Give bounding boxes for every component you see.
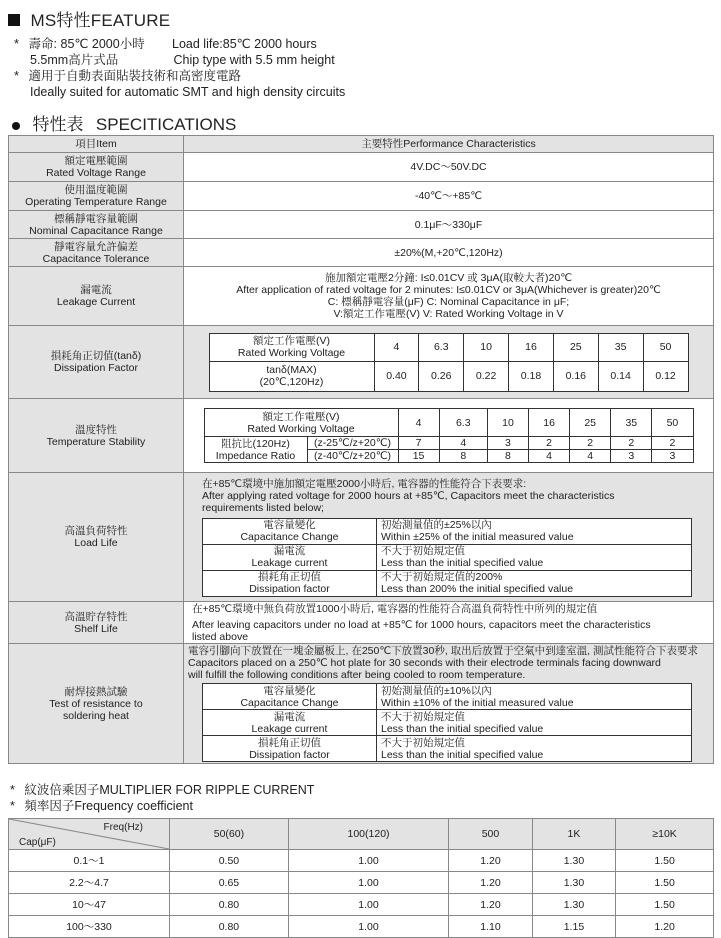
shelf-life-line-2: After leaving capacitors under no load at +85℃ for 1000 hours, capacitors meet the characteristics (192, 618, 651, 631)
ripple-cap: 10～47 (9, 894, 170, 916)
ripple-table (8, 818, 714, 938)
temp-range-zh: 使用溫度範圍 (64, 184, 128, 196)
ts-cell: 2 (611, 437, 652, 450)
tan-cell: 0.14 (598, 361, 643, 391)
dissipation-voltage-label (209, 333, 374, 361)
solder-heat-line-2: Capacitors placed on a 250℃ hot plate for 30 seconds with their electrode terminals facing downward (188, 657, 661, 669)
ts-voltage-cell: 6.3 (439, 409, 487, 437)
ts-cell: 8 (487, 450, 528, 463)
spec-title-zh: 特性表 (32, 115, 84, 134)
shelf-life-line-3: listed above (192, 630, 249, 643)
temp-range-label (9, 182, 184, 211)
impedance-zh: 阻抗比(120Hz) (221, 437, 290, 450)
feature-line-3-zh: 適用于自動表面貼裝技術和高密度電路 (28, 69, 242, 83)
feature-line-4-text: Ideally suited for automatic SMT and high density circuits (30, 85, 346, 99)
ripple-cell: 1.00 (288, 850, 448, 872)
ts-cell: 4 (439, 437, 487, 450)
ts-cell: 15 (398, 450, 439, 463)
leakage-label (9, 267, 184, 326)
leakage-en: Leakage Current (56, 296, 136, 308)
ll-key-zh: 漏電流 (273, 545, 306, 557)
ripple-cell: 1.00 (288, 872, 448, 894)
sh-key-zh: 漏電流 (273, 710, 306, 723)
ll-key-zh: 電容量變化 (263, 519, 316, 531)
shelf-life-value (184, 602, 714, 644)
shelf-life-en: Shelf Life (74, 622, 118, 635)
sh-val-en: Within ±10% of the initial measured value (381, 696, 574, 709)
freq-header: 50(60) (170, 819, 289, 850)
freq-label: Freq(Hz) (103, 822, 143, 833)
ripple-row (9, 894, 714, 916)
sh-val-zh: 不大于初始規定值 (381, 736, 465, 749)
solder-heat-table (202, 683, 692, 762)
rated-voltage-en: Rated Voltage Range (46, 167, 146, 179)
dissipation-voltage-en: Rated Working Voltage (237, 347, 346, 359)
dissipation-label (9, 326, 184, 399)
feature-line-1 (14, 36, 704, 52)
temp-stability-value (184, 399, 714, 473)
shelf-life-zh: 高溫貯存特性 (64, 610, 128, 623)
ripple-cell: 1.30 (532, 894, 615, 916)
voltage-cell: 16 (509, 333, 554, 361)
solder-heat-en-2: soldering heat (63, 709, 129, 722)
ripple-title (10, 782, 314, 798)
ts-voltage-cell: 35 (611, 409, 652, 437)
dissipation-zh: 損耗角正切值(tanδ) (50, 350, 142, 362)
ts-cell: 2 (570, 437, 611, 450)
freq-header: 1K (532, 819, 615, 850)
tan-label-en: (20℃,120Hz) (259, 376, 324, 388)
ripple-cell: 1.20 (616, 916, 714, 938)
tan-label (209, 361, 374, 391)
cap-range-en: Nominal Capacitance Range (29, 224, 163, 237)
feature-line-2-en: Chip type with 5.5 mm height (173, 53, 335, 67)
ll-val-zh: 不大于初始規定值 (381, 545, 465, 557)
solder-heat-line-3: will fulfill the following conditions after being cooled to room temperature. (188, 669, 526, 681)
asterisk-icon: * (10, 783, 15, 797)
asterisk-icon: * (10, 799, 15, 813)
load-life-row (203, 570, 692, 596)
solder-heat-line-1: 電容引腳向下放置在一塊金屬板上, 在250℃下放置30秒, 取出后放置于空氣中到達室溫, 測試性能符合下表要求 (188, 645, 698, 657)
solder-heat-key (203, 736, 377, 762)
ts-voltage-cell: 50 (652, 409, 693, 437)
spec-title-en: SPECITICATIONS (95, 115, 237, 134)
voltage-cell: 35 (598, 333, 643, 361)
dissipation-tan-row (209, 361, 688, 391)
col-perf-header: 主要特性Performance Characteristics (184, 136, 714, 153)
ts-cell: 7 (398, 437, 439, 450)
dissipation-voltage-zh: 額定工作電壓(V) (253, 335, 330, 347)
voltage-cell: 4 (374, 333, 419, 361)
ripple-cell: 1.20 (449, 850, 532, 872)
feature-line-2-zh: 5.5mm高片式品 (30, 53, 119, 67)
ripple-cell: 1.50 (616, 894, 714, 916)
ts-row-1 (204, 437, 693, 450)
sh-val-en: Less than the initial specified value (381, 748, 544, 761)
load-life-row (203, 544, 692, 570)
round-bullet-icon (12, 122, 20, 130)
col-item-header: 項目Item (9, 136, 184, 153)
ll-val-en: Less than 200% the initial specified value (381, 583, 574, 595)
ripple-corner (9, 819, 169, 849)
ts-voltage-cell: 4 (398, 409, 439, 437)
leakage-line-3: C: 標稱靜電容量(μF) C: Nominal Capacitance in μF; (327, 296, 570, 308)
ripple-cell: 1.20 (449, 894, 532, 916)
rated-voltage-label (9, 153, 184, 182)
ripple-corner-cell (9, 819, 170, 850)
ts-cell: 8 (439, 450, 487, 463)
ts-cell: 2 (529, 437, 570, 450)
ts-voltage-cell: 25 (570, 409, 611, 437)
load-life-val (377, 570, 692, 596)
load-life-table (202, 518, 692, 597)
dissipation-value (184, 326, 714, 399)
row-temp-stability (9, 399, 714, 473)
solder-heat-zh: 耐焊接熱試驗 (64, 685, 128, 698)
load-life-val (377, 518, 692, 544)
tan-cell: 0.40 (374, 361, 419, 391)
temp-range-value: -40℃～+85℃ (184, 182, 714, 211)
load-life-en: Load Life (74, 537, 118, 549)
ll-val-zh: 初始測量值的±25%以內 (381, 519, 492, 531)
spec-table (8, 135, 714, 764)
leakage-line-2: After application of rated voltage for 2 minutes: I≤0.01CV or 3μA(Whichever is greater)20℃ (236, 284, 661, 296)
voltage-cell: 6.3 (419, 333, 464, 361)
feature-title: MS特性FEATURE (30, 11, 171, 30)
load-life-label (9, 473, 184, 602)
cap-range-value: 0.1μF～330μF (184, 211, 714, 239)
solder-heat-row (203, 684, 692, 710)
ts-voltage-row (204, 409, 693, 437)
ripple-cell: 0.80 (170, 916, 289, 938)
solder-heat-value (184, 644, 714, 764)
spec-header-row (9, 136, 714, 153)
sh-key-en: Dissipation factor (249, 748, 330, 761)
load-life-key (203, 518, 377, 544)
ts-cell: 4 (570, 450, 611, 463)
ll-key-en: Capacitance Change (240, 531, 339, 543)
sh-key-zh: 損耗角正切值 (258, 736, 321, 749)
ripple-subtitle-text: 頻率因子Frequency coefficient (24, 799, 193, 813)
sh-key-en: Capacitance Change (240, 696, 339, 709)
ripple-cell: 1.15 (532, 916, 615, 938)
tan-cell: 0.16 (553, 361, 598, 391)
freq-header: ≥10K (616, 819, 714, 850)
dissipation-en: Dissipation Factor (53, 362, 139, 374)
load-life-line-3: requirements listed below; (202, 501, 324, 514)
impedance-label (204, 437, 307, 463)
load-life-key (203, 570, 377, 596)
ts-cell: 4 (529, 450, 570, 463)
ripple-row (9, 850, 714, 872)
temp-stability-table (204, 408, 694, 463)
ll-val-en: Within ±25% of the initial measured value (381, 531, 574, 543)
ts-cell: 3 (652, 450, 693, 463)
ripple-cap: 0.1～1 (9, 850, 170, 872)
ripple-cap: 2.2～4.7 (9, 872, 170, 894)
ts-voltage-cell: 10 (487, 409, 528, 437)
solder-heat-val (377, 710, 692, 736)
tan-label-zh: tanδ(MAX) (266, 364, 317, 376)
solder-heat-key (203, 684, 377, 710)
asterisk-icon: * (14, 36, 20, 51)
voltage-cell: 50 (643, 333, 688, 361)
ts-voltage-zh: 額定工作電壓(V) (262, 410, 340, 423)
freq-header: 500 (449, 819, 532, 850)
sh-val-en: Less than the initial specified value (381, 722, 544, 735)
ts-cell: 2 (652, 437, 693, 450)
ll-val-zh: 不大于初始規定值的200% (381, 571, 503, 583)
row-load-life (9, 473, 714, 602)
ripple-cell: 0.50 (170, 850, 289, 872)
ll-key-en: Dissipation factor (249, 583, 330, 595)
solder-heat-row (203, 710, 692, 736)
asterisk-icon: * (14, 68, 20, 83)
temp-stability-label (9, 399, 184, 473)
load-life-val (377, 544, 692, 570)
solder-heat-label (9, 644, 184, 764)
feature-line-2 (14, 52, 704, 68)
ripple-cell: 1.30 (532, 850, 615, 872)
feature-header (8, 6, 170, 31)
solder-heat-val (377, 736, 692, 762)
cap-range-label (9, 211, 184, 239)
feature-list (14, 36, 704, 100)
ripple-row (9, 872, 714, 894)
row-rated-voltage (9, 153, 714, 182)
solder-heat-key (203, 710, 377, 736)
ripple-cell: 1.30 (532, 872, 615, 894)
row-cap-tol (9, 239, 714, 267)
row-dissipation (9, 326, 714, 399)
row-shelf-life (9, 602, 714, 644)
load-life-key (203, 544, 377, 570)
feature-line-3 (14, 68, 704, 84)
ts-voltage-en: Rated Working Voltage (247, 422, 355, 435)
rated-voltage-zh: 額定電壓範圍 (64, 155, 128, 167)
ripple-cell: 1.00 (288, 894, 448, 916)
solder-heat-val (377, 684, 692, 710)
freq-header: 100(120) (288, 819, 448, 850)
tan-cell: 0.22 (464, 361, 509, 391)
sh-key-zh: 電容量變化 (263, 684, 316, 697)
ripple-cell: 0.65 (170, 872, 289, 894)
ripple-title-text: 紋波倍乘因子MULTIPLIER FOR RIPPLE CURRENT (24, 783, 315, 797)
ripple-cell: 0.80 (170, 894, 289, 916)
tan-cell: 0.26 (419, 361, 464, 391)
feature-line-1-en: Load life:85℃ 2000 hours (172, 37, 317, 51)
ts-row-1-label: (z-25℃/z+20℃) (307, 437, 398, 450)
ripple-cell: 1.50 (616, 872, 714, 894)
temp-range-en: Operating Temperature Range (25, 196, 167, 208)
ripple-subtitle (10, 798, 193, 814)
shelf-life-label (9, 602, 184, 644)
ll-val-en: Less than the initial specified value (381, 557, 544, 569)
feature-line-1-zh: 壽命: 85℃ 2000小時 (28, 37, 145, 51)
sh-key-en: Leakage current (251, 722, 328, 735)
ripple-header-row (9, 819, 714, 850)
ripple-cell: 1.50 (616, 850, 714, 872)
dissipation-voltage-row (209, 333, 688, 361)
ts-row-2-label: (z-40℃/z+20℃) (307, 450, 398, 463)
cap-tol-zh: 靜電容量允許偏差 (54, 240, 138, 253)
sh-val-zh: 不大于初始規定值 (381, 710, 465, 723)
load-life-line-1: 在+85℃環境中施加額定電壓2000小時后, 電容器的性能符合下表要求: (202, 477, 527, 490)
ll-key-zh: 損耗角正切值 (258, 571, 321, 583)
solder-heat-en-1: Test of resistance to (49, 697, 143, 710)
leakage-value (184, 267, 714, 326)
leakage-line-1: 施加額定電壓2分鐘: I≤0.01CV 或 3μA(取較大者)20℃ (324, 272, 573, 284)
load-life-value (184, 473, 714, 602)
voltage-cell: 25 (553, 333, 598, 361)
square-bullet-icon (8, 14, 20, 26)
ll-key-en: Leakage current (251, 557, 328, 569)
leakage-line-4: V:額定工作電壓(V) V: Rated Working Voltage in V (333, 308, 564, 320)
sh-val-zh: 初始測量值的±10%以內 (381, 684, 492, 697)
ripple-row (9, 916, 714, 938)
ts-voltage-cell: 16 (529, 409, 570, 437)
shelf-life-line-1: 在+85℃環境中無負荷放置1000小時后, 電容器的性能符合高溫負荷特性中所列的規定值 (192, 602, 598, 615)
row-solder-heat (9, 644, 714, 764)
rated-voltage-value: 4V.DC～50V.DC (184, 153, 714, 182)
temp-stability-en: Temperature Stability (46, 435, 146, 448)
ripple-cap: 100～330 (9, 916, 170, 938)
tan-cell: 0.18 (509, 361, 554, 391)
ripple-cell: 1.00 (288, 916, 448, 938)
dissipation-table (209, 333, 689, 392)
ts-cell: 3 (611, 450, 652, 463)
temp-stability-zh: 溫度特性 (75, 423, 117, 436)
row-temp-range (9, 182, 714, 211)
cap-label: Cap(μF) (19, 837, 56, 848)
cap-tol-en: Capacitance Tolerance (42, 252, 150, 265)
load-life-line-2: After applying rated voltage for 2000 hours at +85℃, Capacitors meet the characteristics (202, 489, 615, 502)
impedance-en: Impedance Ratio (215, 449, 296, 462)
ts-voltage-label (204, 409, 398, 437)
spec-header (12, 110, 236, 135)
ts-cell: 3 (487, 437, 528, 450)
voltage-cell: 10 (464, 333, 509, 361)
leakage-zh: 漏電流 (80, 284, 112, 296)
solder-heat-row (203, 736, 692, 762)
feature-line-4 (14, 84, 704, 100)
row-cap-range (9, 211, 714, 239)
cap-tol-value: ±20%(M,+20℃,120Hz) (184, 239, 714, 267)
ripple-cell: 1.10 (449, 916, 532, 938)
ripple-cell: 1.20 (449, 872, 532, 894)
row-leakage (9, 267, 714, 326)
load-life-row (203, 518, 692, 544)
cap-range-zh: 標稱靜電容量範圍 (54, 212, 138, 225)
cap-tol-label (9, 239, 184, 267)
tan-cell: 0.12 (643, 361, 688, 391)
load-life-zh: 高溫負荷特性 (64, 525, 128, 537)
